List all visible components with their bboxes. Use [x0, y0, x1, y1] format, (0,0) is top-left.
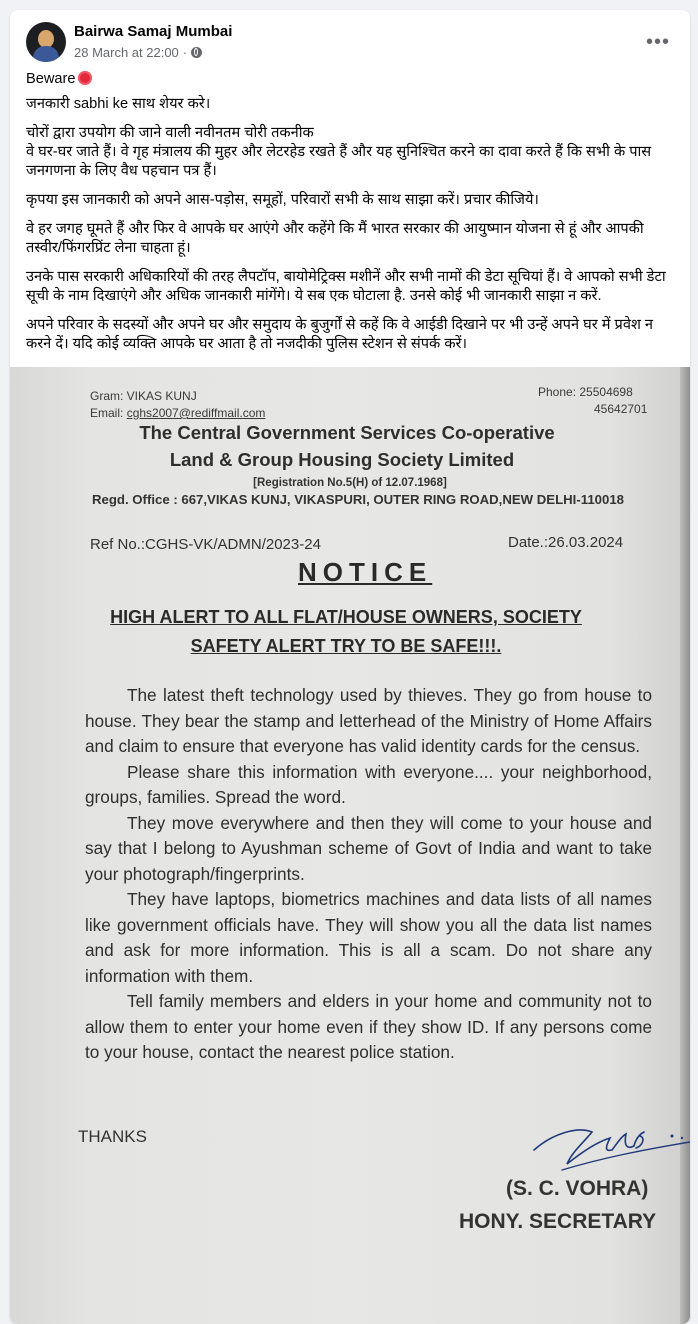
post-header [10, 10, 690, 70]
post-paragraph-2-title: चोरों द्वारा उपयोग की जाने वाली नवीनतम चोरी तकनीक [26, 125, 314, 141]
doc-org-line-1: The Central Government Services Co-operative [139, 422, 555, 443]
doc-alert-line-2: SAFETY ALERT TRY TO BE SAFE!!!. [190, 636, 502, 656]
stop-sign-icon [78, 71, 92, 85]
page-name-link[interactable]: Bairwa Samaj Mumbai [74, 23, 233, 40]
doc-body-paragraph-3: They move everywhere and then they will come to your house and say that I belong to Ayushman scheme of Govt of India and want to take your photograph/fingerprints. [85, 812, 652, 884]
globe-icon[interactable] [191, 47, 202, 58]
doc-body-paragraph-4: They have laptops, biometrics machines and data lists of all names like government officials have. They will show you all the data list names and ask for more information. This is all a scam. Do not share any information with them. [85, 889, 652, 986]
doc-office: Regd. Office : 667,VIKAS KUNJ, VIKASPURI, OUTER RING ROAD,NEW DELHI-110018 [92, 492, 625, 507]
doc-email-address: cghs2007@rediffmail.com [126, 406, 266, 420]
post-timestamp[interactable]: 28 March at 22:00 [74, 45, 179, 60]
doc-body-paragraph-1: The latest theft technology used by thieves. They go from house to house. They bear the stamp and letterhead of the Ministry of Home Affairs and claim to ensure that everyone has valid identity cards for the census. [85, 685, 652, 756]
post-photo[interactable] [10, 367, 690, 1324]
doc-phone-1: Phone: 25504698 [538, 385, 633, 399]
post-meta [74, 45, 202, 60]
doc-org-line-2: Land & Group Housing Society Limited [169, 449, 515, 470]
doc-notice-title: NOTICE [298, 557, 433, 587]
more-options-button[interactable] [640, 24, 676, 60]
doc-email-label: Email: [90, 406, 127, 420]
doc-alert-line-1: HIGH ALERT TO ALL FLAT/HOUSE OWNERS, SOCIETY [110, 607, 582, 627]
more-options-icon: ••• [645, 30, 670, 53]
doc-thanks: THANKS [78, 1127, 147, 1146]
doc-body [85, 683, 652, 1066]
doc-registration: [Registration No.5(H) of 12.07.1968] [253, 477, 447, 489]
doc-body-paragraph-2: Please share this information with everyone.... your neighborhood, groups, families. Spread the word. [85, 761, 652, 807]
post-card [10, 10, 690, 1324]
doc-gram: Gram: VIKAS KUNJ [90, 389, 197, 403]
post-paragraph-3: कृपया इस जानकारी को अपने आस-पड़ोस, समूहों, परिवारों सभी के साथ साझा करें। प्रचार कीजिये। [26, 192, 539, 208]
doc-ref-number: Ref No.:CGHS-VK/ADMN/2023-24 [90, 536, 321, 553]
doc-signer-name: (S. C. VOHRA) [506, 1177, 649, 1200]
doc-body-paragraph-5: Tell family members and elders in your home and community not to allow them to enter your home even if they show ID. If any persons come to your house, contact the nearest police station. [85, 991, 652, 1062]
doc-email [90, 406, 265, 420]
post-paragraph-2 [26, 124, 672, 181]
doc-signer-title: HONY. SECRETARY [459, 1210, 657, 1233]
post-paragraph-5: उनके पास सरकारी अधिकारियों की तरह लैपटॉप, बायोमेट्रिक्स मशीनें और सभी नामों की डेटा सूचियां हैं। वे आपको सभी डेटा सूची के नाम दिखाएंगे और अधिक जानकारी मांगेंगे। ये सब एक घोटाला है. उनसे कोई भी जानकारी साझा न करें. [26, 269, 666, 304]
post-paragraph-beware: Beware [26, 71, 76, 87]
doc-date: Date.:26.03.2024 [508, 534, 624, 551]
doc-phone-2: 45642701 [594, 402, 648, 416]
post-paragraph-4: वे हर जगह घूमते हैं और फिर वे आपके घर आएंगे और कहेंगे कि मैं भारत सरकार की आयुष्मान योजना से हूं और आपकी तस्वीर/फिंगरप्रिंट लेना चाहता हूं। [26, 221, 644, 256]
avatar[interactable] [26, 22, 66, 62]
post-text [26, 70, 672, 364]
notice-document [10, 367, 690, 1324]
post-paragraph [26, 70, 672, 89]
post-paragraph-1: जनकारी sabhi ke साथ शेयर करे। [26, 96, 211, 112]
signature-icon [522, 1112, 690, 1182]
post-paragraph-6: अपने परिवार के सदस्यों और अपने घर और समुदाय के बुजुर्गों से कहें कि वे आईडी दिखाने पर भी उन्हें अपने घर में प्रवेश न करने दें। यदि कोई व्यक्ति आपके घर आता है तो नजदीकी पुलिस स्टेशन से संपर्क करें। [26, 317, 654, 352]
post-paragraph-2-body: वे घर-घर जाते हैं। वे गृह मंत्रालय की मुहर और लेटरहेड रखते हैं और यह सुनिश्चित करने का दावा करते हैं कि सभी के पास जनगणना के लिए वैध पहचान पत्र हैं। [26, 144, 652, 179]
avatar-body [33, 46, 59, 62]
meta-separator: · [182, 45, 188, 60]
